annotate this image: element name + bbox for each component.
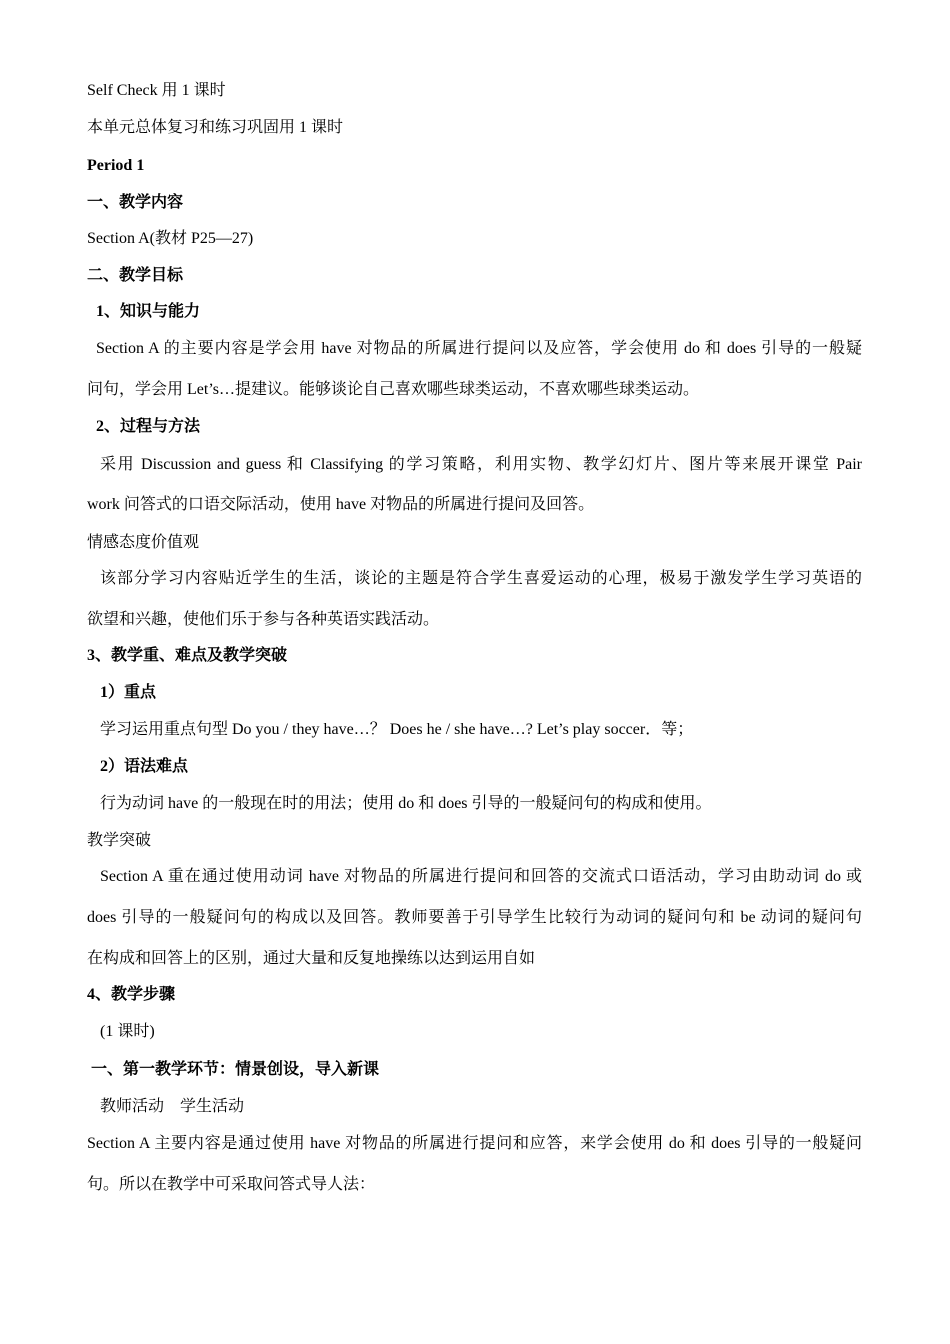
paragraph-step-line2: 句。所以在教学中可采取问答式导人法： — [87, 1176, 376, 1193]
lesson-allocation-self-check: Self Check 用 1 课时 — [87, 82, 226, 99]
section-heading-keypoints: 3、教学重、难点及教学突破 — [87, 647, 288, 664]
grammar-text: 行为动词 have 的一般现在时的用法；使用 do 和 does 引导的一般疑问句的构成和使用。 — [100, 795, 712, 812]
paragraph-knowledge-line2: 问句，学会用 Let’s…提建议。能够谈论自己喜欢哪些球类运动，不喜欢哪些球类运动。 — [87, 381, 699, 398]
subheading-process: 2、过程与方法 — [96, 418, 201, 435]
focus-text: 学习运用重点句型 Do you / they have…？ Does he / she have…? Let’s play soccer．等； — [100, 721, 694, 738]
paragraph-breakthrough-line2: does 引导的一般疑问句的构成以及回答。教师要善于引导学生比较行为动词的疑问句和 be 动词的疑问句 — [87, 909, 862, 926]
subheading-breakthrough: 教学突破 — [87, 832, 152, 849]
step-heading-first: 一、第一教学环节：情景创设，导入新课 — [91, 1061, 380, 1078]
period-heading: Period 1 — [87, 157, 145, 174]
lesson-allocation-review: 本单元总体复习和练习巩固用 1 课时 — [87, 119, 344, 136]
subheading-knowledge: 1、知识与能力 — [96, 303, 201, 320]
section-heading-content: 一、教学内容 — [87, 194, 184, 211]
paragraph-process-line2: work 问答式的口语交际活动，使用 have 对物品的所属进行提问及回答。 — [87, 496, 595, 513]
paragraph-attitude-line1: 该部分学习内容贴近学生的生活，谈论的主题是符合学生喜爱运动的心理，极易于激发学生学习英语的 — [100, 570, 862, 587]
section-heading-steps: 4、教学步骤 — [87, 986, 176, 1003]
content-text: Section A(教材 P25—27) — [87, 230, 254, 247]
paragraph-breakthrough-line1: Section A 重在通过使用动词 have 对物品的所属进行提问和回答的交流式口语活动，学习由助动词 do 或 — [100, 868, 862, 885]
subheading-grammar: 2）语法难点 — [100, 758, 189, 775]
section-heading-goals: 二、教学目标 — [87, 267, 184, 284]
paragraph-process-line1: 采用 Discussion and guess 和 Classifying 的学习策略，利用实物、教学幻灯片、图片等来展开课堂 Pair — [100, 456, 862, 473]
subheading-focus: 1）重点 — [100, 684, 157, 701]
activity-columns: 教师活动 学生活动 — [100, 1098, 245, 1115]
paragraph-attitude-line2: 欲望和兴趣，使他们乐于参与各种英语实践活动。 — [87, 611, 440, 628]
paragraph-breakthrough-line3: 在构成和回答上的区别，通过大量和反复地操练以达到运用自如 — [87, 950, 536, 967]
paragraph-step-line1: Section A 主要内容是通过使用 have 对物品的所属进行提问和应答，来学会使用 do 和 does 引导的一般疑问 — [87, 1135, 862, 1152]
lesson-count: (1 课时) — [100, 1023, 155, 1040]
paragraph-knowledge-line1: Section A 的主要内容是学会用 have 对物品的所属进行提问以及应答，学会使用 do 和 does 引导的一般疑 — [96, 340, 862, 357]
subheading-attitude: 情感态度价值观 — [87, 534, 200, 551]
